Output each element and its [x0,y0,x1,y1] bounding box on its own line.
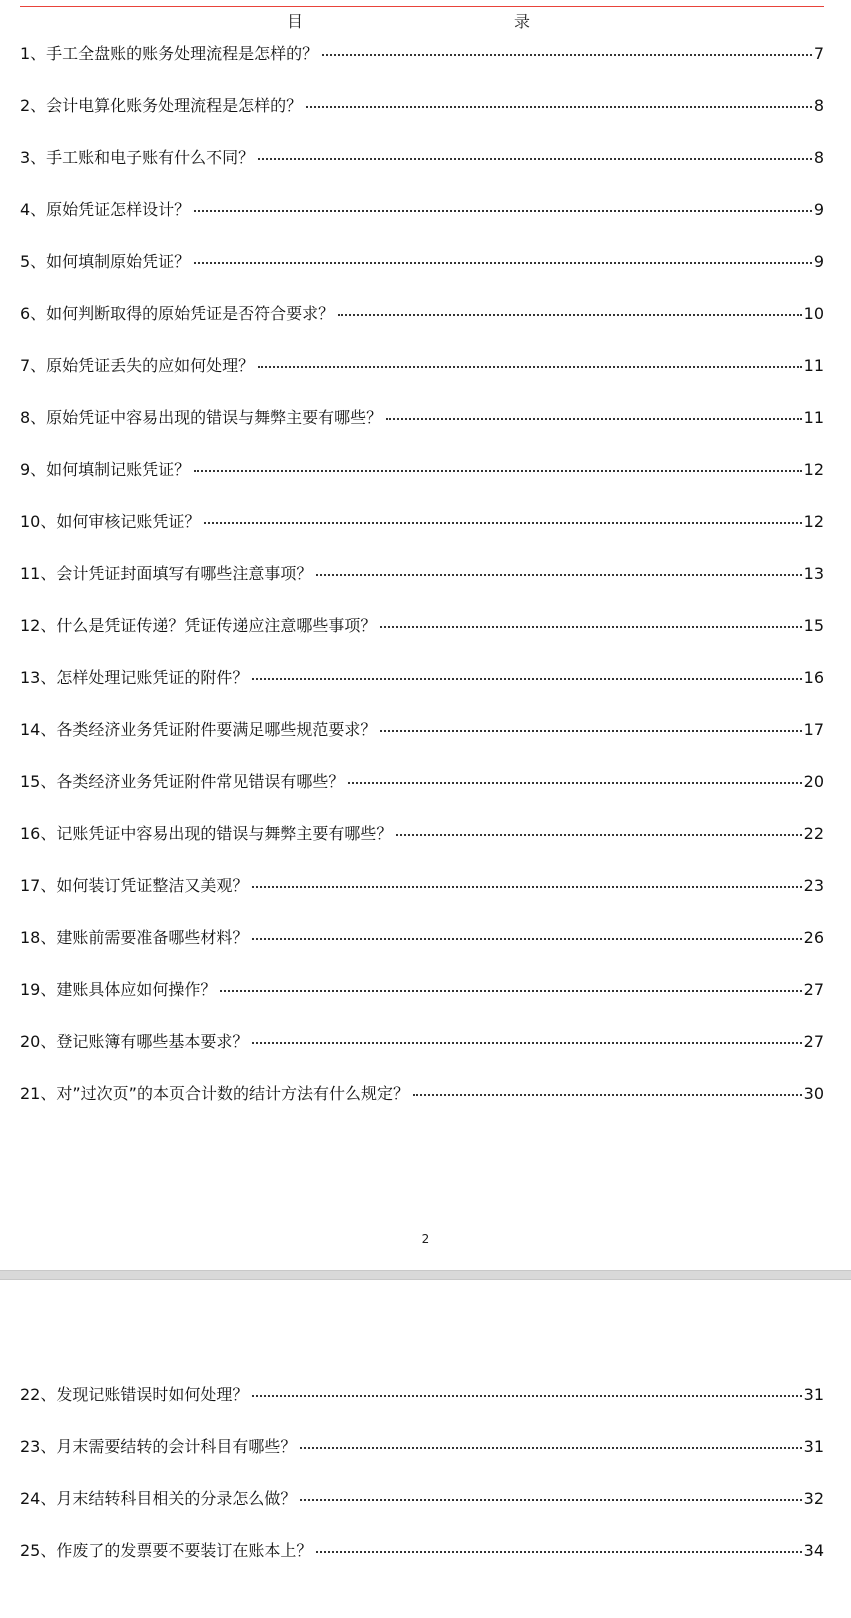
toc-entry-page-number: 11 [803,408,824,427]
toc-leader-dots [252,885,801,888]
toc-entry[interactable] [20,459,824,511]
toc-entry-title: 20、登记账簿有哪些基本要求？ [20,1032,249,1051]
toc-entry-page-number: 26 [803,928,824,947]
toc-entry-page-number: 12 [803,512,824,531]
toc-entry[interactable] [20,875,824,927]
toc-leader-dots [348,781,801,784]
toc-entry-page-number: 12 [803,460,824,479]
toc-entry-title: 13、怎样处理记账凭证的附件？ [20,668,249,687]
toc-leader-dots [386,417,801,420]
toc-entry-page-number: 17 [803,720,824,739]
toc-entry-title: 8、原始凭证中容易出现的错误与舞弊主要有哪些？ [20,408,383,427]
toc-leader-dots [380,625,801,628]
toc-leader-dots [316,573,801,576]
toc-entry-title: 14、各类经济业务凭证附件要满足哪些规范要求？ [20,720,377,739]
page-number: 2 [421,1232,430,1246]
toc-entry-title: 4、原始凭证怎样设计？ [20,200,191,219]
toc-entry[interactable] [20,355,824,407]
toc-entry-page-number: 32 [803,1489,824,1508]
toc-entry-page-number: 7 [813,44,824,63]
toc-heading [0,9,851,31]
toc-entry[interactable] [20,511,824,563]
toc-leader-dots [258,157,812,160]
toc-entry[interactable] [20,1031,824,1083]
toc-entry[interactable] [20,1384,824,1436]
toc-heading-char-2: 录 [514,12,531,31]
toc-entry[interactable] [20,1436,824,1488]
toc-leader-dots [300,1446,801,1449]
toc-entry-title: 19、建账具体应如何操作？ [20,980,217,999]
toc-leader-dots [396,833,801,836]
toc-leader-dots [252,1394,801,1397]
toc-entry[interactable] [20,147,824,199]
toc-entry[interactable] [20,563,824,615]
toc-leader-dots [252,677,801,680]
toc-leader-dots [194,469,801,472]
toc-entry-title: 25、作废了的发票要不要装订在账本上？ [20,1541,313,1560]
toc-entry-page-number: 10 [803,304,824,323]
toc-leader-dots [252,1041,801,1044]
toc-entry-title: 9、如何填制记账凭证？ [20,460,191,479]
header-rule [20,6,824,7]
toc-entry-title: 1、手工全盘账的账务处理流程是怎样的？ [20,44,319,63]
document-page-3 [0,1280,851,1618]
toc-entry-title: 23、月末需要结转的会计科目有哪些？ [20,1437,297,1456]
toc-entry-title: 7、原始凭证丢失的应如何处理？ [20,356,255,375]
toc-entry[interactable] [20,43,824,95]
toc-heading-char-1: 目 [287,12,304,31]
toc-entry[interactable] [20,407,824,459]
toc-entry[interactable] [20,823,824,875]
toc-entry-page-number: 15 [803,616,824,635]
toc-leader-dots [194,209,812,212]
toc-entry-title: 11、会计凭证封面填写有哪些注意事项？ [20,564,313,583]
toc-leader-dots [316,1550,801,1553]
toc-entry-title: 21、对”过次页”的本页合计数的结计方法有什么规定？ [20,1084,409,1103]
toc-entry-page-number: 9 [813,200,824,219]
toc-leader-dots [204,521,801,524]
toc-entry-title: 16、记账凭证中容易出现的错误与舞弊主要有哪些？ [20,824,393,843]
toc-entry-page-number: 34 [803,1541,824,1560]
toc-leader-dots [194,261,812,264]
toc-leader-dots [380,729,801,732]
toc-leader-dots [322,53,812,56]
toc-entry-page-number: 22 [803,824,824,843]
toc-entry-title: 6、如何判断取得的原始凭证是否符合要求？ [20,304,335,323]
toc-entry-title: 18、建账前需要准备哪些材料？ [20,928,249,947]
toc-entry[interactable] [20,979,824,1031]
toc-entry-page-number: 30 [803,1084,824,1103]
toc-entry-page-number: 20 [803,772,824,791]
toc-leader-dots [220,989,801,992]
toc-entry-page-number: 13 [803,564,824,583]
toc-leader-dots [252,937,801,940]
toc-entry[interactable] [20,667,824,719]
toc-leader-dots [338,313,801,316]
toc-leader-dots [300,1498,801,1501]
toc-entry[interactable] [20,927,824,979]
toc-list [20,43,824,1135]
toc-entry-title: 2、会计电算化账务处理流程是怎样的？ [20,96,303,115]
toc-entry-title: 3、手工账和电子账有什么不同？ [20,148,255,167]
toc-entry-page-number: 16 [803,668,824,687]
toc-entry-title: 17、如何装订凭证整洁又美观？ [20,876,249,895]
toc-entry[interactable] [20,251,824,303]
toc-entry-title: 22、发现记账错误时如何处理？ [20,1385,249,1404]
page-separator [0,1270,851,1280]
toc-entry-page-number: 8 [813,148,824,167]
toc-entry-page-number: 11 [803,356,824,375]
toc-entry[interactable] [20,1540,824,1592]
toc-entry-title: 15、各类经济业务凭证附件常见错误有哪些？ [20,772,345,791]
toc-entry[interactable] [20,1488,824,1540]
toc-entry-page-number: 31 [803,1385,824,1404]
toc-entry-title: 24、月末结转科目相关的分录怎么做？ [20,1489,297,1508]
toc-entry[interactable] [20,303,824,355]
toc-list-continued [20,1384,824,1592]
toc-entry-page-number: 31 [803,1437,824,1456]
toc-entry[interactable] [20,719,824,771]
toc-leader-dots [413,1093,802,1096]
toc-entry-page-number: 27 [803,1032,824,1051]
toc-entry-page-number: 9 [813,252,824,271]
toc-entry[interactable] [20,771,824,823]
toc-entry-title: 10、如何审核记账凭证？ [20,512,201,531]
toc-entry-title: 5、如何填制原始凭证？ [20,252,191,271]
toc-leader-dots [258,365,801,368]
toc-entry-page-number: 23 [803,876,824,895]
toc-entry[interactable] [20,1083,824,1135]
toc-leader-dots [306,105,812,108]
toc-entry-page-number: 27 [803,980,824,999]
toc-entry-title: 12、什么是凭证传递？凭证传递应注意哪些事项？ [20,616,377,635]
toc-entry[interactable] [20,95,824,147]
toc-entry[interactable] [20,615,824,667]
toc-entry-page-number: 8 [813,96,824,115]
toc-entry[interactable] [20,199,824,251]
